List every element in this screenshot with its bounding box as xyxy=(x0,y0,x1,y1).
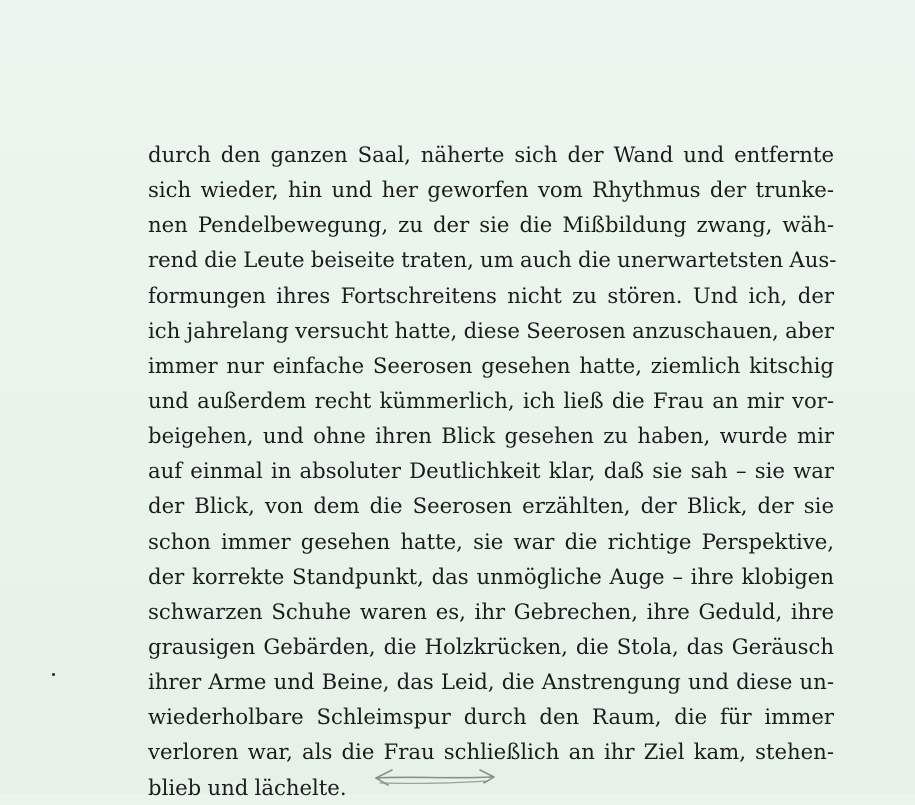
dust-speck xyxy=(52,673,55,676)
text-line-6: ich jahrelang versucht hatte, diese Seerosen anzuschauen, aber xyxy=(148,317,834,343)
body-text xyxy=(148,137,837,805)
text-line-9: beigehen, und ohne ihren Blick gesehen zu haben, wurde mir xyxy=(148,423,834,449)
text-line-5: formungen ihres Fortschreitens nicht zu stören. Und ich, der xyxy=(148,282,834,308)
text-line-8: und außerdem recht kümmerlich, ich ließ die Frau an mir vor- xyxy=(148,387,834,413)
text-line-2: sich wieder, hin und her geworfen vom Rhythmus der trunke- xyxy=(148,177,834,203)
text-line-16: ihrer Arme und Beine, das Leid, die Anstrengung und diese un- xyxy=(148,669,834,695)
text-line-12: schon immer gesehen hatte, sie war die richtige Perspektive, xyxy=(148,528,834,554)
text-line-17: wiederholbare Schleimspur durch den Raum, die für immer xyxy=(148,704,834,730)
text-line-3: nen Pendelbewegung, zu der sie die Mißbildung zwang, wäh- xyxy=(148,212,834,238)
text-line-13: der korrekte Standpunkt, das unmögliche Auge – ihre klobigen xyxy=(148,563,834,589)
text-line-15: grausigen Gebärden, die Holzkrücken, die Stola, das Geräusch xyxy=(148,633,834,659)
text-line-10: auf einmal in absoluter Deutlichkeit klar, daß sie sah – sie war xyxy=(148,458,834,484)
text-line-18: verloren war, als die Frau schließlich an ihr Ziel kam, stehen- xyxy=(148,739,834,765)
text-line-19: blieb und lächelte. xyxy=(148,774,347,800)
pencil-arrow-mark xyxy=(370,764,502,790)
text-line-1: durch den ganzen Saal, näherte sich der Wand und entfernte xyxy=(148,142,834,167)
text-line-7: immer nur einfache Seerosen gesehen hatte, ziemlich kitschig xyxy=(148,352,834,378)
text-line-4: rend die Leute beiseite traten, um auch die unerwartetsten Aus- xyxy=(148,247,837,273)
text-line-14: schwarzen Schuhe waren es, ihr Gebrechen, ihre Geduld, ihre xyxy=(148,598,834,624)
text-line-11: der Blick, von dem die Seerosen erzählten, der Blick, der sie xyxy=(148,493,834,519)
